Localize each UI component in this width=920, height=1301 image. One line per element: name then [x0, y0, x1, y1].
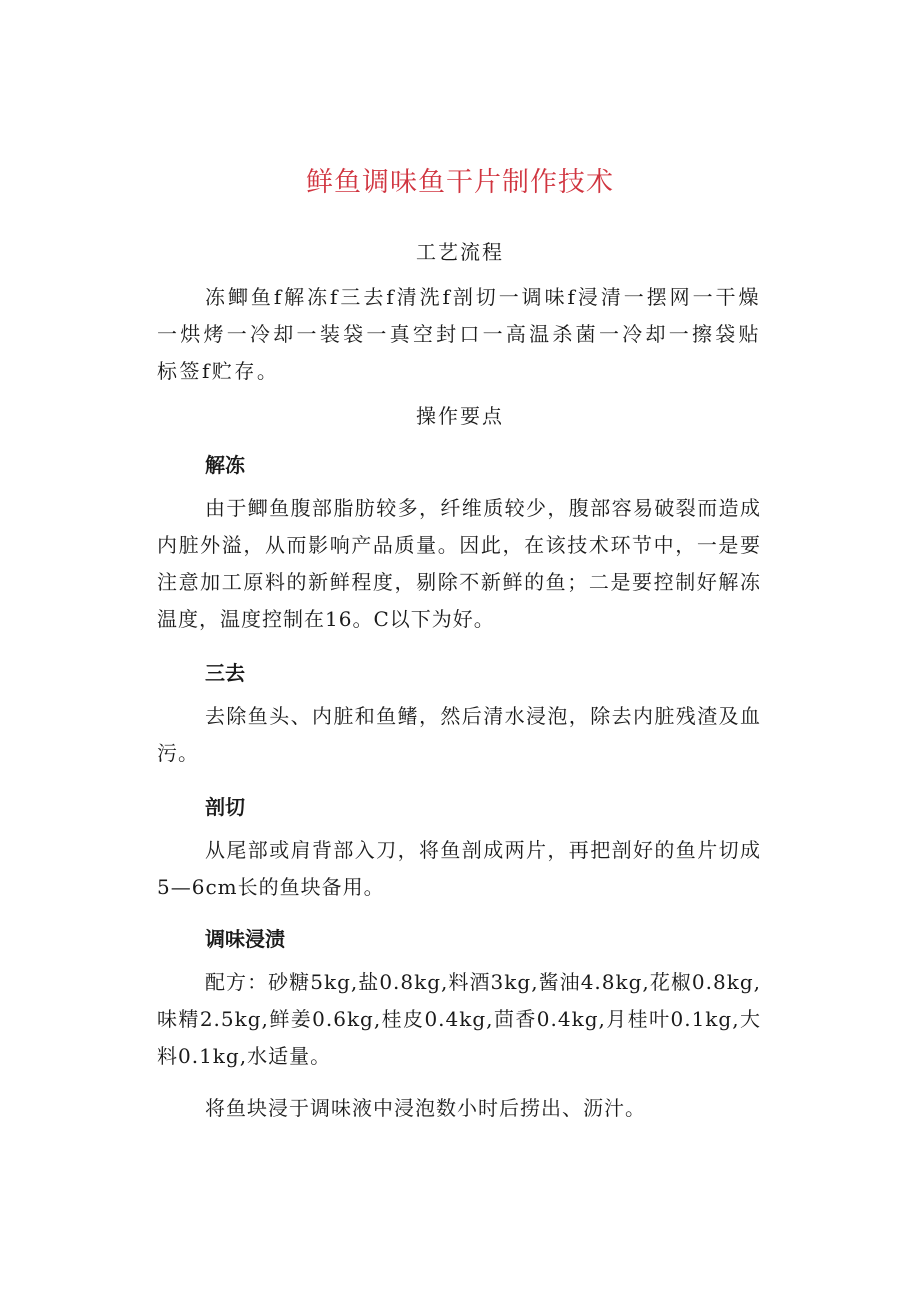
section-heading-three-removal: 三去	[205, 661, 245, 685]
document-title: 鲜鱼调味鱼干片制作技术	[306, 167, 614, 198]
points-heading: 操作要点	[416, 404, 504, 428]
section-paragraph-three-removal: 去除鱼头、内脏和鱼鳍，然后清水浸泡，除去内脏残渣及血污。	[157, 704, 761, 765]
flow-heading: 工艺流程	[416, 240, 504, 264]
section-heading-thaw: 解冻	[205, 453, 245, 477]
section-paragraph-thaw: 由于鲫鱼腹部脂肪较多，纤维质较少，腹部容易破裂而造成内脏外溢，从而影响产品质量。因此，在该技术环节中，一是要注意加工原料的新鲜程度，剔除不新鲜的鱼；二是要控制好解冻温度，温度控制在16。C以下为好。	[157, 496, 761, 631]
section-paragraph-cutting: 从尾部或肩背部入刀，将鱼剖成两片，再把剖好的鱼片切成5—6cm长的鱼块备用。	[157, 838, 761, 899]
section-paragraph-soak: 将鱼块浸于调味液中浸泡数小时后捞出、沥汁。	[205, 1096, 646, 1120]
flow-paragraph: 冻鲫鱼f解冻f三去f清洗f剖切一调味f浸清一摆网一干燥一烘烤一冷却一装袋一真空封口一高温杀菌一冷却一擦袋贴标签f贮存。	[157, 285, 761, 383]
section-paragraph-recipe: 配方：砂糖5kg,盐0.8kg,料酒3kg,酱油4.8kg,花椒0.8kg,味精2.5kg,鲜姜0.6kg,桂皮0.4kg,茴香0.4kg,月桂叶0.1kg,大料0.1kg,水适量。	[157, 970, 761, 1068]
section-heading-cutting: 剖切	[205, 795, 245, 819]
section-heading-seasoning: 调味浸渍	[205, 927, 285, 951]
